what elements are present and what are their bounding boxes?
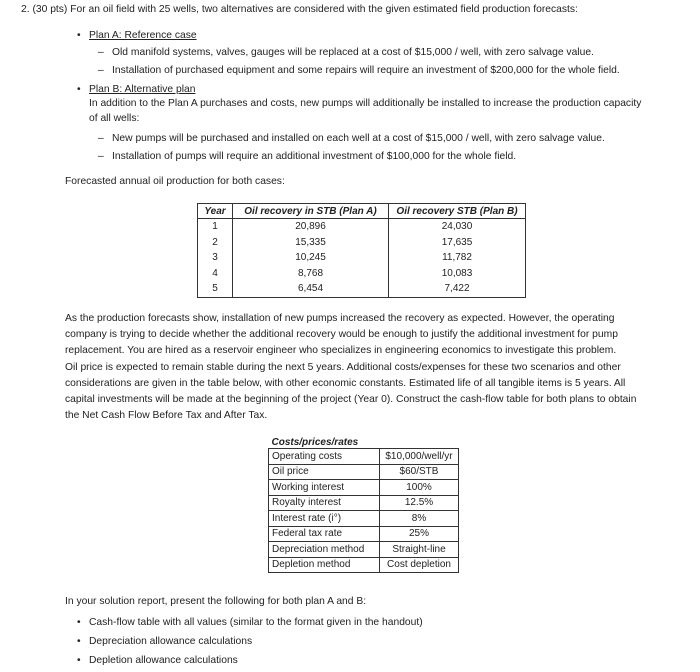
report-intro: In your solution report, present the following for both plan A and B:: [65, 596, 367, 607]
cost-value: Straight-line: [380, 542, 459, 558]
table-row: [269, 511, 459, 527]
production-table: [197, 203, 526, 298]
table-row: [269, 464, 459, 480]
paragraph-line: As the production forecasts show, installation of new pumps increased the recovery as expected. However, the operating: [65, 313, 615, 324]
paragraph-line: capital investments will be made at the beginning of the project (Year 0). Construct the cash-flow table for both plans to obtain: [65, 394, 637, 405]
costs-table: [268, 436, 459, 573]
paragraph-line: considerations are given in the table below, with other economic constants. Estimated life of all tangible items is 5 years. All: [65, 378, 626, 389]
cost-label: Working interest: [269, 480, 380, 496]
cost-label: Operating costs: [269, 449, 380, 465]
table-row: [198, 281, 526, 297]
plan-b-item: – New pumps will be purchased and installed on each well at a cost of $15,000 / well, with zero salvage value.: [112, 133, 605, 144]
cost-label: Depreciation method: [269, 542, 380, 558]
plan-b-cell: 24,030: [441, 221, 473, 233]
plan-b-cell: 11,782: [442, 252, 472, 264]
plan-b-cell: 7,422: [444, 283, 470, 295]
table-row: [198, 235, 526, 251]
report-item: • Depletion allowance calculations: [89, 655, 238, 666]
cost-value: $60/STB: [380, 464, 459, 480]
table-row: [269, 449, 459, 465]
column-header: Year: [198, 204, 233, 219]
plan-a-title: • Plan A: Reference case: [89, 30, 197, 41]
cost-label: Federal tax rate: [269, 526, 380, 542]
costs-table-header: Costs/prices/rates: [269, 436, 380, 449]
cost-label: Depletion method: [269, 557, 380, 573]
paragraph-line: replacement. You are hired as a reservoir engineer who specializes in engineering economics to investigate this problem.: [65, 345, 617, 356]
year-cell: 1: [198, 219, 233, 235]
plan-a-item: – Old manifold systems, valves, gauges will be replaced at a cost of $15,000 / well, with zero salvage value.: [112, 47, 594, 58]
plan-b-item: – Installation of pumps will require an additional investment of $100,000 for the whole field.: [112, 151, 516, 162]
paragraph-line: the Net Cash Flow Before Tax and After Tax.: [65, 410, 268, 421]
cost-value: 100%: [380, 480, 459, 496]
plan-a-cell: 20,896: [233, 219, 389, 235]
plan-b-description: In addition to the Plan A purchases and costs, new pumps will additionally be installed to increase the production capacity: [89, 98, 642, 109]
cost-label: Oil price: [269, 464, 380, 480]
table-row: [269, 526, 459, 542]
plan-a-cell: 6,454: [233, 281, 389, 297]
table-row: [269, 557, 459, 573]
question-intro: 2. (30 pts) For an oil field with 25 wells, two alternatives are considered with the given estimated field production forecasts:: [21, 4, 578, 15]
report-item: • Cash-flow table with all values (similar to the format given in the handout): [89, 617, 423, 628]
cost-value: 12.5%: [380, 495, 459, 511]
plan-b-cell: 10,083: [441, 267, 473, 279]
cost-label: Interest rate (i°): [269, 511, 380, 527]
plan-b-cell: 17,635: [441, 236, 473, 248]
cost-value: 8%: [380, 511, 459, 527]
table-row: [198, 266, 526, 282]
paragraph-line: company is trying to decide whether the additional recovery would be enough to justify the additional investment for pump: [65, 329, 618, 340]
cost-value: 25%: [380, 526, 459, 542]
paragraph-line: Oil price is expected to remain stable during the next 5 years. Additional costs/expenses for these two scenarios and other: [65, 362, 621, 373]
year-cell: 5: [198, 281, 233, 297]
plan-b-title: • Plan B: Alternative plan: [89, 84, 195, 95]
column-header: Oil recovery in STB (Plan A): [233, 204, 389, 219]
table-row: [198, 250, 526, 266]
year-cell: 2: [198, 235, 233, 251]
table-row: [198, 219, 526, 235]
plan-a-item: – Installation of purchased equipment and some repairs will require an investment of $200,000 for the whole field.: [112, 65, 620, 76]
plan-a-cell: 15,335: [233, 235, 389, 251]
column-header: Oil recovery STB (Plan B): [389, 204, 526, 219]
cost-value: $10,000/well/yr: [380, 449, 459, 465]
forecast-label: Forecasted annual oil production for both cases:: [65, 176, 285, 187]
table-row: [269, 480, 459, 496]
cost-label: Royalty interest: [269, 495, 380, 511]
year-cell: 3: [198, 250, 233, 266]
plan-b-description: of all wells:: [89, 113, 140, 124]
plan-a-cell: 10,245: [233, 250, 389, 266]
table-row: [269, 495, 459, 511]
table-row: [269, 542, 459, 558]
report-item: • Depreciation allowance calculations: [89, 636, 252, 647]
cost-value: Cost depletion: [380, 557, 459, 573]
plan-a-cell: 8,768: [233, 266, 389, 282]
year-cell: 4: [198, 266, 233, 282]
